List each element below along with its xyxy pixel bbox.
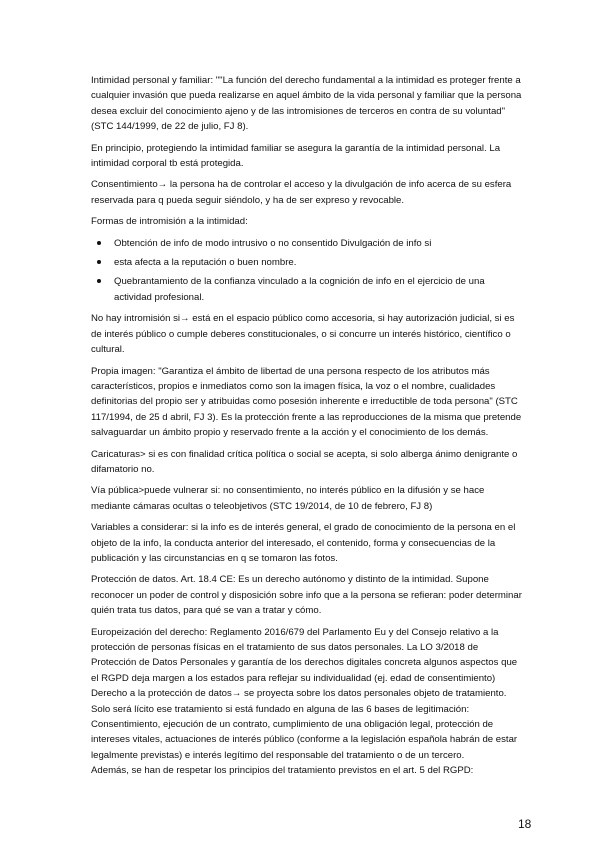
list-item-text: Quebrantamiento de la confianza vinculado a la cognición de info en el ejercicio de una actividad profesional. (114, 276, 485, 303)
list-item (91, 236, 523, 251)
list-item-text: Obtención de info de modo intrusivo o no consentido Divulgación de info si (114, 237, 432, 249)
paragraph-variables: Variables a considerar: si la info es de interés general, el grado de conocimiento de la persona en el objeto de la info, la conducta anterior del interesado, el contenido, forma y consecuencias de la publicación y las circunstancias en q se tomaron las fotos. (91, 522, 516, 564)
paragraph-intimidad: Intimidad personal y familiar: ""La función del derecho fundamental a la intimidad es proteger frente a cualquier invasión que pueda realizarse en aquel ámbito de la vida personal y familiar que la persona desea excluir del conocimiento ajeno y de las intromisiones de terceros en contra de su voluntad" (STC 144/1999, de 22 de julio, FJ 8). (91, 75, 522, 133)
bullet-icon (97, 279, 101, 283)
paragraph-propia-imagen: Propia imagen: "Garantiza el ámbito de libertad de una persona respecto de los atributos más característicos, propios e inmediatos como son la imagen física, la voz o el nombre, cualidades definitorias del propio ser y atribuidas como posesión inherente e irreductible de toda persona" (STC 117/1994, de 25 d abril, FJ 3). Es la protección frente a las reproducciones de la misma que pretende salvaguardar un ámbito propio y reservado frente a la acción y el conocimiento de los demás. (91, 365, 522, 439)
paragraph-no-intromision: No hay intromisión si→ está en el espacio público como accesoria, si hay autorización judicial, si es de interés público o cumple deberes constitucionales, o si concurre un interés histórico, científico o cultural. (91, 313, 515, 356)
intromision-list (91, 236, 523, 306)
paragraph-intimidad-familiar: En principio, protegiendo la intimidad familiar se asegura la garantía de la intimidad personal. La intimidad corporal tb está protegida. (91, 142, 501, 170)
bullet-icon (97, 260, 101, 264)
paragraph-formas-intromision: Formas de intromisión a la intimidad: (91, 216, 248, 228)
list-item-text: esta afecta a la reputación o buen nombre. (114, 257, 297, 269)
paragraph-via-publica: Vía pública>puede vulnerar si: no consentimiento, no interés público en la difusión y se hace mediante cámaras ocultas o teleobjetivos (STC 19/2014, de 10 de febrero, FJ 8) (91, 485, 485, 512)
paragraph-consentimiento: Consentimiento→ la persona ha de controlar el acceso y la divulgación de info acerca de su esfera reservada para q pueda seguir siéndolo, y ha de ser expreso y revocable. (91, 179, 512, 206)
paragraph-principios: Además, se han de respetar los principios del tratamiento previstos en el art. 5 del RGPD: (91, 765, 474, 777)
page-content (91, 73, 523, 785)
page-number: 18 (518, 817, 532, 831)
paragraph-proteccion-datos: Protección de datos. Art. 18.4 CE: Es un derecho autónomo y distinto de la intimidad. Supone reconocer un poder de control y disposición sobre info que a la persona se refieran: poder determinar quién trata tus datos, para qué se van a tratar y cómo. (91, 574, 522, 617)
paragraph-caricaturas: Caricaturas> si es con finalidad crítica política o social se acepta, si solo alberga ánimo denigrante o difamatorio no. (91, 448, 518, 475)
list-item (91, 274, 523, 305)
paragraph-europeizacion: Europeización del derecho: Reglamento 2016/679 del Parlamento Eu y del Consejo relativo a la protección de personas físicas en el tratamiento de sus datos personales. La LO 3/2018 de Protección de Datos Personales y garantía de los derechos digitales concreta algunos aspectos que el RGPD deja margen a los estados para reflejar su individualidad (ej. edad de consentimiento) Derecho a la protección de datos→ se proyecta sobre los datos personales objeto de tratamiento. Solo será lícito ese tratamiento si está fundado en alguna de las 6 bases de legitimación: Consentimiento, ejecución de un contrato, cumplimiento de una obligación legal, protección de intereses vitales, actuaciones de interés público (conforme a la legislación española habrán de estar legalmente previstas) e interés legítimo del responsable del tratamiento o de un tercero. (91, 626, 518, 761)
list-item (91, 255, 523, 270)
bullet-icon (97, 241, 101, 245)
